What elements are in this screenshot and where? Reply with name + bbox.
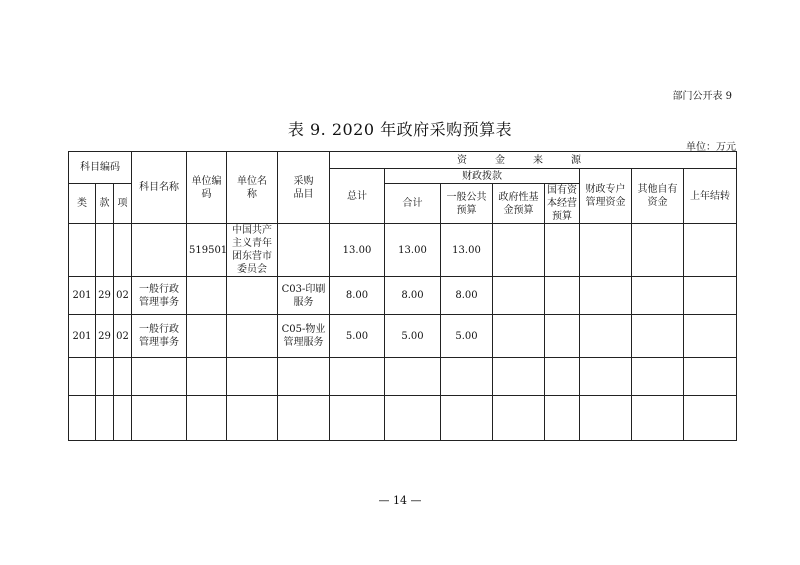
other-own-cell	[632, 277, 684, 315]
unit-code-cell	[187, 315, 227, 358]
class-cell	[69, 224, 96, 277]
general-budget-cell: 8.00	[441, 277, 493, 315]
total-header: 总计	[330, 169, 385, 224]
section-cell	[96, 224, 114, 277]
total-cell: 5.00	[330, 315, 385, 358]
item-cell: 02	[114, 277, 132, 315]
carry-over-cell	[684, 277, 737, 315]
unit-name-cell	[227, 277, 278, 315]
fiscal-special-cell	[580, 315, 632, 358]
purchase-item-cell	[278, 224, 330, 277]
gov-fund-cell	[493, 224, 545, 277]
total-cell: 13.00	[330, 224, 385, 277]
page-label: 部门公开表 9	[672, 91, 732, 102]
table-row	[69, 277, 737, 315]
page-title: 表 9. 2020 年政府采购预算表	[287, 120, 513, 139]
gov-fund-cell	[493, 315, 545, 358]
class-cell: 201	[69, 277, 96, 315]
general-budget-cell: 5.00	[441, 315, 493, 358]
general-budget-cell: 13.00	[441, 224, 493, 277]
carry-over-header: 上年结转	[684, 169, 737, 224]
other-own-cell	[632, 315, 684, 358]
unit-name-cell	[227, 315, 278, 358]
fiscal-special-cell	[580, 224, 632, 277]
total-cell: 8.00	[330, 277, 385, 315]
page-number: — 14 —	[378, 494, 422, 507]
unit-name-cell: 中国共产 主义青年 团东营市 委员会	[227, 224, 278, 277]
subject-code-header: 科目编码	[69, 152, 132, 184]
state-capital-cell	[545, 224, 580, 277]
subtotal-cell: 5.00	[385, 315, 441, 358]
subject-name-header: 科目名称	[132, 152, 187, 224]
purchase-item-header: 采购 品目	[278, 152, 330, 224]
class-header: 类	[69, 184, 96, 224]
header-row-1	[69, 152, 737, 169]
state-capital-budget-header: 国有资 本经营 预算	[545, 184, 580, 224]
subtotal-cell: 8.00	[385, 277, 441, 315]
section-cell: 29	[96, 315, 114, 358]
table-row	[69, 224, 737, 277]
gov-fund-budget-header: 政府性基 金预算	[493, 184, 545, 224]
fiscal-special-header: 财政专户 管理资金	[580, 169, 632, 224]
general-budget-header: 一般公共 预算	[441, 184, 493, 224]
subject-name-cell	[132, 224, 187, 277]
fiscal-special-cell	[580, 277, 632, 315]
procurement-budget-table	[68, 151, 737, 441]
unit-code-header: 单位编 码	[187, 152, 227, 224]
gov-fund-cell	[493, 277, 545, 315]
unit-name-header: 单位名 称	[227, 152, 278, 224]
purchase-item-cell: C03-印刷 服务	[278, 277, 330, 315]
carry-over-cell	[684, 315, 737, 358]
empty-row	[69, 396, 737, 441]
unit-label: 单位：万元	[686, 142, 736, 153]
item-header: 项	[114, 184, 132, 224]
subtotal-header: 合计	[385, 184, 441, 224]
item-cell: 02	[114, 315, 132, 358]
subject-name-cell: 一般行政 管理事务	[132, 277, 187, 315]
carry-over-cell	[684, 224, 737, 277]
subject-name-cell: 一般行政 管理事务	[132, 315, 187, 358]
item-cell	[114, 224, 132, 277]
other-own-cell	[632, 224, 684, 277]
table-row	[69, 315, 737, 358]
section-cell: 29	[96, 277, 114, 315]
unit-code-cell: 519501	[187, 224, 227, 277]
fiscal-appropriation-header: 财政拨款	[385, 169, 580, 184]
purchase-item-cell: C05-物业 管理服务	[278, 315, 330, 358]
unit-code-cell	[187, 277, 227, 315]
subtotal-cell: 13.00	[385, 224, 441, 277]
funding-source-header: 资金来源	[330, 152, 737, 169]
state-capital-cell	[545, 315, 580, 358]
state-capital-cell	[545, 277, 580, 315]
empty-row	[69, 358, 737, 396]
other-own-header: 其他自有 资金	[632, 169, 684, 224]
section-header: 款	[96, 184, 114, 224]
class-cell: 201	[69, 315, 96, 358]
